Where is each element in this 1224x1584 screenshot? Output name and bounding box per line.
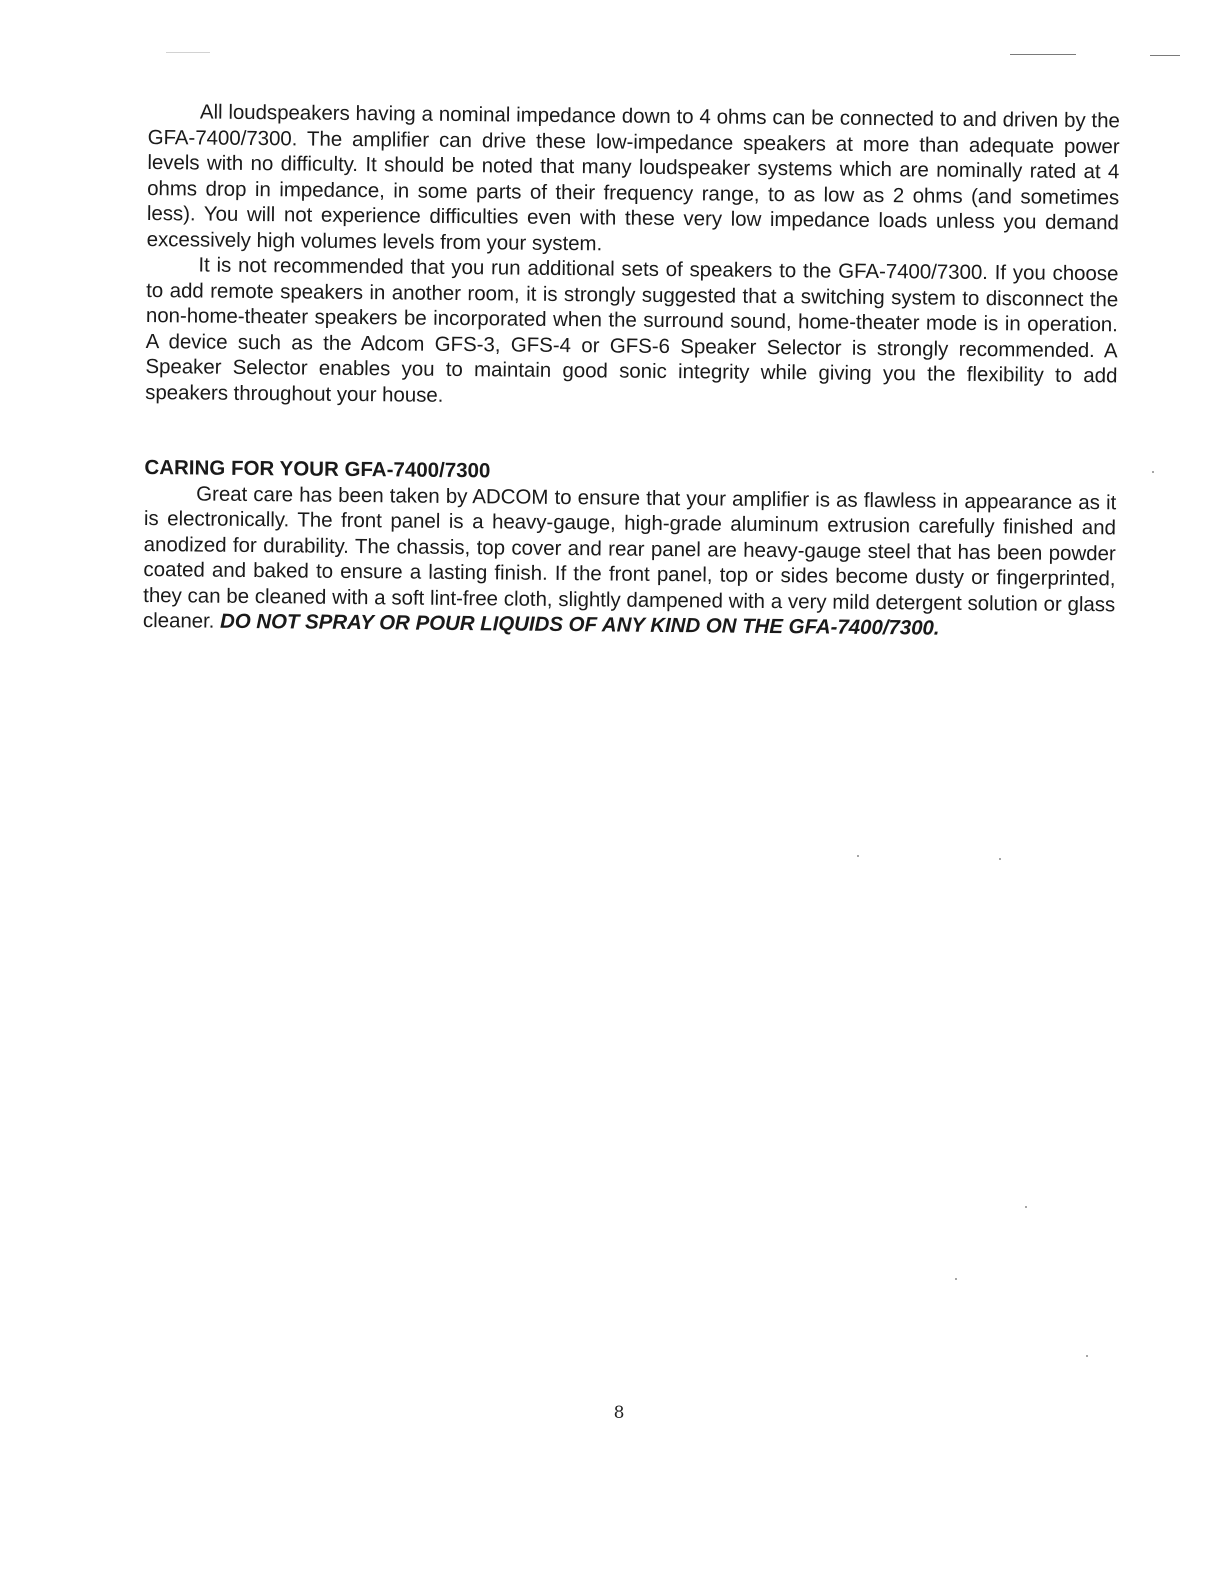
- scan-speck: [1152, 471, 1154, 473]
- paragraph-impedance: All loudspeakers having a nominal impedance down to 4 ohms can be connected to and driven by the GFA-7400/7300. The amplifier can drive these low-impedance speakers at more than adequate power levels with no difficulty. It should be noted that many loudspeaker systems which are nominally rated at 4 ohms drop in impedance, in some parts of their frequency range, to as low as 2 ohms (and sometimes less). You will not experience difficulties even with these very low impedance loads unless you demand excessively high volumes levels from your system.: [146, 100, 1120, 255]
- scan-speck: [1025, 1206, 1027, 1208]
- care-body-text: Great care has been taken by ADCOM to ensure that your amplifier is as flawless in appearance as it is electronically. The front panel is a heavy-gauge, high-grade aluminum extrusion carefully finished and anodized for durability. The chassis, top cover and rear panel are heavy-gauge steel that has been powder coated and baked to ensure a lasting finish. If the front panel, top or sides become dusty or fingerprinted, they can be cleaned with a soft lint-free cloth, slightly dampened with a very mild detergent solution or glass cleaner.: [142, 481, 1117, 633]
- paragraph-additional-speakers: It is not recommended that you run additional sets of speakers to the GFA-7400/7300. If you choose to add remote speakers in another room, it is strongly suggested that a switching system to disconnect the non-home-theater speakers be incorporated when the surround sound, home-theater mode is in operation. A device such as the Adcom GFS-3, GFS-4 or GFS-6 Speaker Selector is strongly recommended. A Speaker Selector enables you to maintain good sonic integrity while giving you the flexibility to add speakers throughout your house.: [145, 253, 1119, 407]
- scan-speck: [857, 855, 859, 857]
- care-warning-text: DO NOT SPRAY OR POUR LIQUIDS OF ANY KIND ON THE GFA-7400/7300.: [219, 609, 940, 640]
- page-content: [143, 99, 1120, 643]
- scan-artifact-line: [166, 52, 210, 53]
- scan-speck: [955, 1278, 957, 1280]
- paragraph-care: [143, 480, 1116, 642]
- scan-speck: [1086, 1355, 1088, 1357]
- scan-speck: [999, 858, 1001, 860]
- page-number: 8: [613, 1403, 625, 1423]
- scan-artifact-line: [1010, 54, 1076, 55]
- scan-artifact-line: [1150, 55, 1180, 56]
- section-heading: CARING FOR YOUR GFA-7400/7300: [144, 455, 491, 483]
